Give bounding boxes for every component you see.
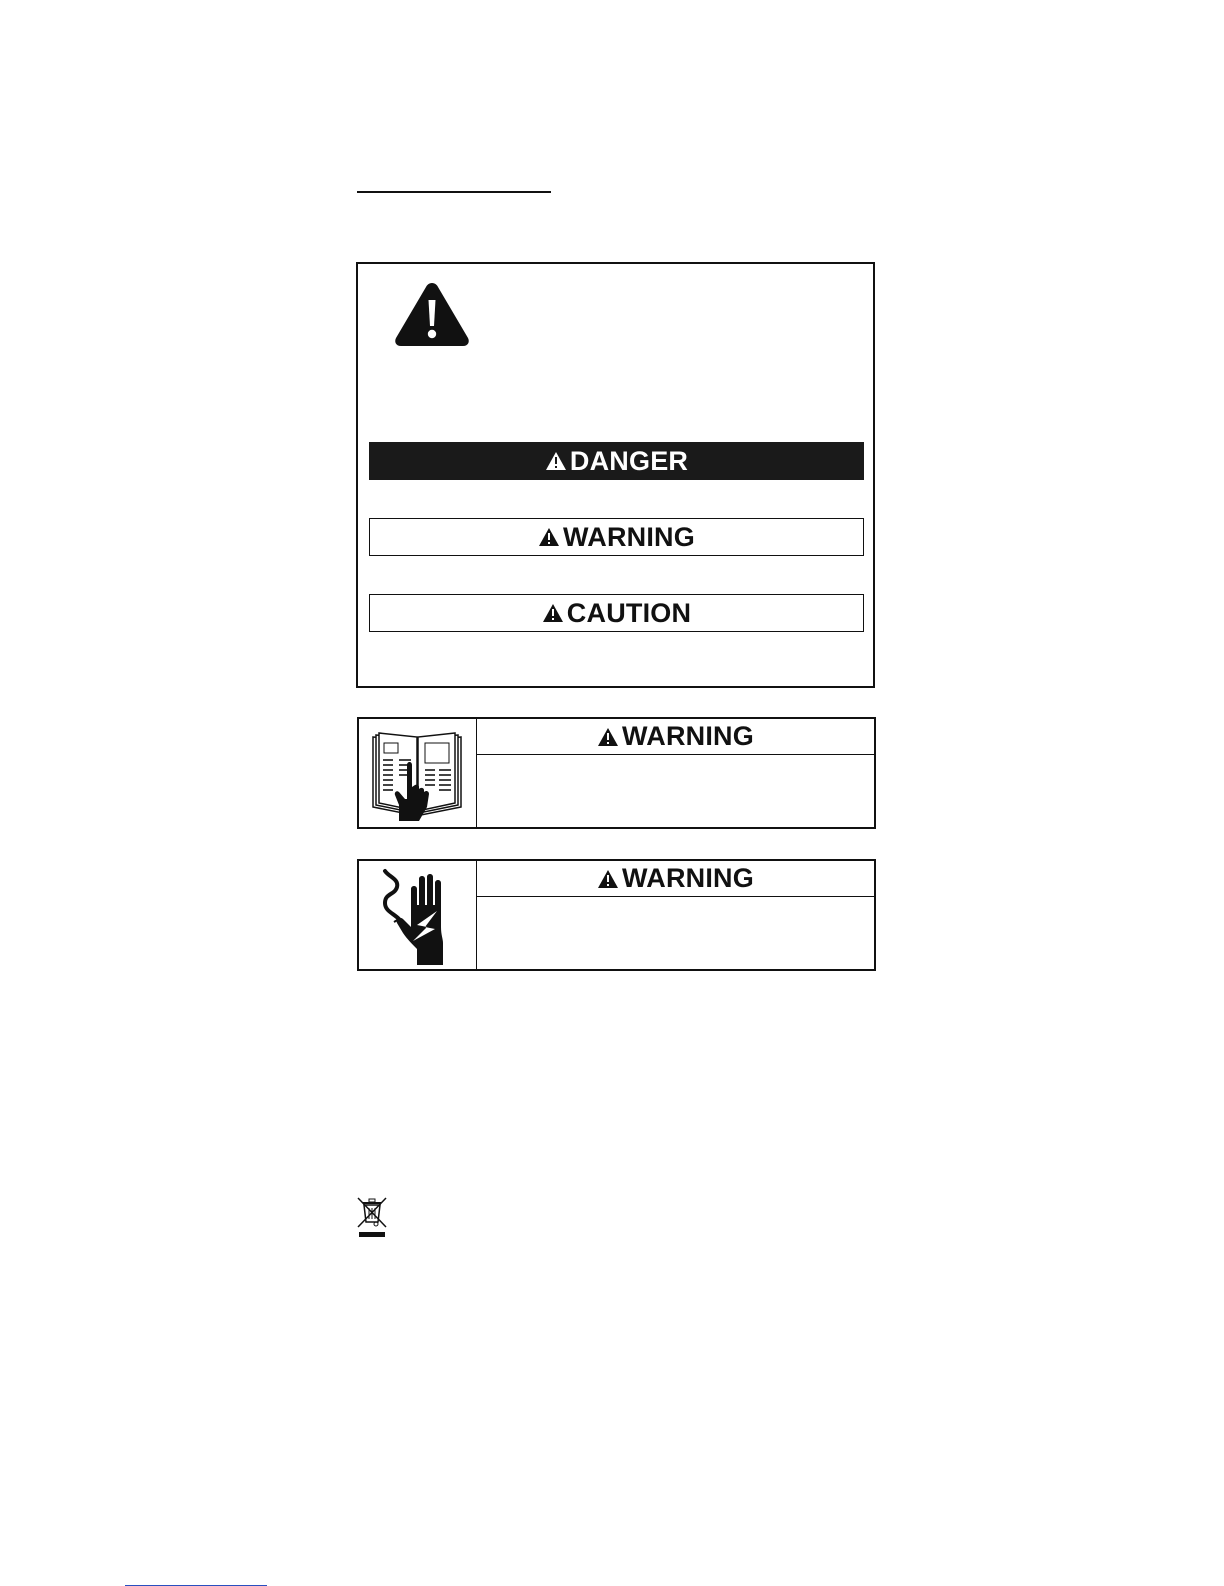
danger-label: DANGER <box>569 445 689 476</box>
warning-header-cell <box>477 861 874 897</box>
warning-label: WARNING <box>622 863 754 893</box>
warning-read-manual-box <box>357 717 876 829</box>
warning-triangle-icon <box>538 527 560 547</box>
warning-signal-word <box>477 861 874 896</box>
warning-triangle-icon <box>542 603 564 623</box>
safety-information-box <box>356 262 875 688</box>
picture-cell <box>359 861 477 969</box>
warning-signal-word <box>369 518 864 556</box>
electric-shock-hazard-icon <box>377 867 461 965</box>
caution-label: CAUTION <box>566 597 692 628</box>
warning-label: WARNING <box>563 521 695 552</box>
crossed-out-wheeled-bin-icon <box>355 1196 389 1240</box>
caution-signal-word <box>369 594 864 632</box>
warning-signal-word <box>477 719 874 754</box>
read-manual-icon <box>369 725 467 821</box>
warning-header-cell <box>477 719 874 755</box>
warning-triangle-icon <box>597 869 619 889</box>
danger-signal-word <box>369 442 864 480</box>
picture-cell <box>359 719 477 827</box>
heading-underline <box>357 191 551 193</box>
warning-triangle-icon <box>545 451 567 471</box>
safety-alert-symbol-icon <box>393 280 471 348</box>
warning-label: WARNING <box>622 721 754 751</box>
warning-triangle-icon <box>597 727 619 747</box>
warning-electric-shock-box <box>357 859 876 971</box>
